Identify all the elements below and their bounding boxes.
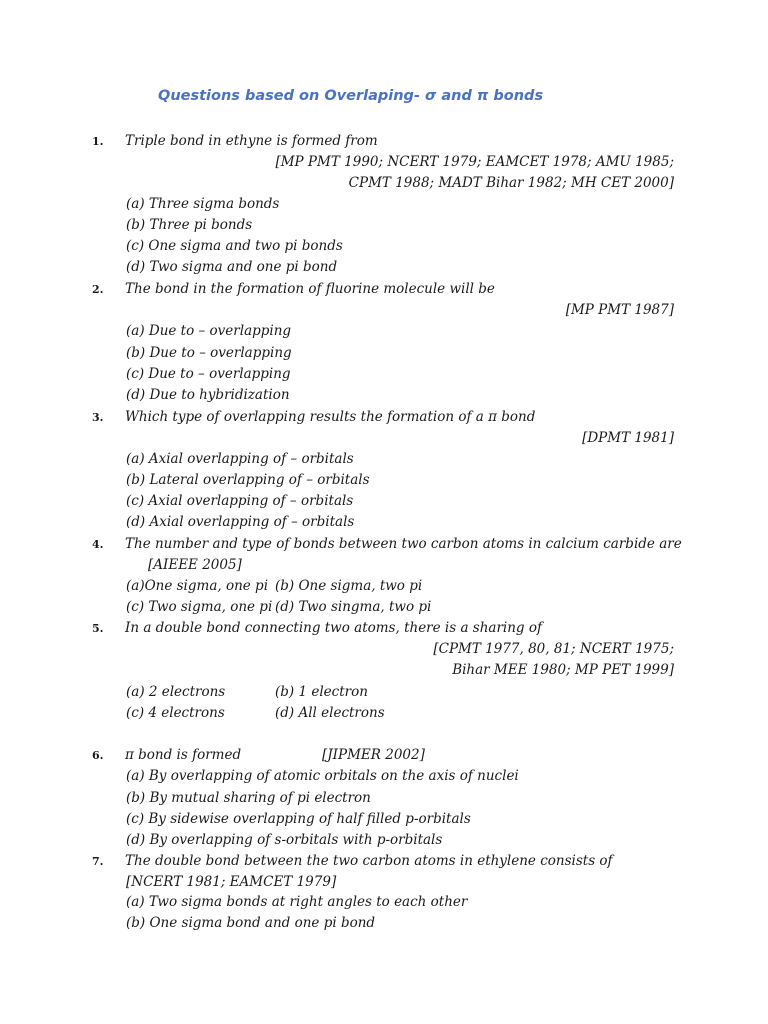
option-b: (b) By mutual sharing of pi electron [126, 790, 371, 806]
option-a: (a) Axial overlapping of – orbitals [126, 451, 354, 467]
option-a: (a) Three sigma bonds [126, 196, 280, 212]
question-number: 1. [92, 135, 104, 148]
question-stem: The bond in the formation of fluorine molecule will be [125, 281, 495, 297]
question-reference: [MP PMT 1987] [565, 302, 674, 318]
option-c: (c) Due to – overlapping [126, 366, 291, 382]
option-b: (b) One sigma bond and one pi bond [126, 915, 376, 931]
option-d: (d) Axial overlapping of – orbitals [126, 514, 355, 530]
option-b: (b) Due to – overlapping [126, 345, 292, 361]
question-stem: π bond is formed [125, 747, 242, 763]
question-reference: [NCERT 1981; EAMCET 1979] [126, 874, 337, 890]
question-stem: In a double bond connecting two atoms, there is a sharing of [125, 620, 542, 636]
option-c: (c) Axial overlapping of – orbitals [126, 493, 354, 509]
option-a: (a) By overlapping of atomic orbitals on the axis of nuclei [126, 768, 519, 784]
section-title: Questions based on Overlaping- σ and π bonds [158, 88, 544, 104]
question-reference: [DPMT 1981] [582, 430, 674, 446]
option-d: (d) Due to hybridization [126, 387, 290, 403]
question-number: 5. [92, 622, 104, 635]
question-reference: [MP PMT 1990; NCERT 1979; EAMCET 1978; AMU 1985; [275, 154, 674, 170]
option-c: (c) Two sigma, one pi [126, 599, 273, 615]
option-b: (b) Three pi bonds [126, 217, 253, 233]
option-d: (d) Two sigma and one pi bond [126, 259, 338, 275]
question-reference: [JIPMER 2002] [322, 747, 425, 763]
question-stem: Triple bond in ethyne is formed from [125, 133, 378, 149]
question-reference: CPMT 1988; MADT Bihar 1982; MH CET 2000] [348, 175, 674, 191]
option-b: (b) 1 electron [275, 684, 368, 700]
question-reference: [AIEEE 2005] [148, 557, 242, 573]
question-reference: [CPMT 1977, 80, 81; NCERT 1975; [433, 641, 674, 657]
question-stem: The double bond between the two carbon atoms in ethylene consists of [125, 853, 613, 869]
option-d: (d) By overlapping of s-orbitals with p-orbitals [126, 832, 443, 848]
question-reference: Bihar MEE 1980; MP PET 1999] [452, 662, 674, 678]
question-number: 2. [92, 283, 104, 296]
option-c: (c) 4 electrons [126, 705, 225, 721]
option-b: (b) Lateral overlapping of – orbitals [126, 472, 370, 488]
question-stem: The number and type of bonds between two carbon atoms in calcium carbide are [125, 536, 682, 552]
question-number: 6. [92, 749, 104, 762]
option-a: (a) Two sigma bonds at right angles to each other [126, 894, 468, 910]
option-c: (c) By sidewise overlapping of half filled p-orbitals [126, 811, 471, 827]
question-stem: Which type of overlapping results the formation of a π bond [125, 409, 536, 425]
option-a: (a)One sigma, one pi [126, 578, 269, 594]
question-number: 3. [92, 411, 104, 424]
option-c: (c) One sigma and two pi bonds [126, 238, 343, 254]
question-number: 7. [92, 855, 104, 868]
option-d: (d) Two singma, two pi [275, 599, 432, 615]
question-number: 4. [92, 538, 104, 551]
option-a: (a) Due to – overlapping [126, 323, 292, 339]
option-a: (a) 2 electrons [126, 684, 226, 700]
option-b: (b) One sigma, two pi [275, 578, 423, 594]
option-d: (d) All electrons [275, 705, 385, 721]
